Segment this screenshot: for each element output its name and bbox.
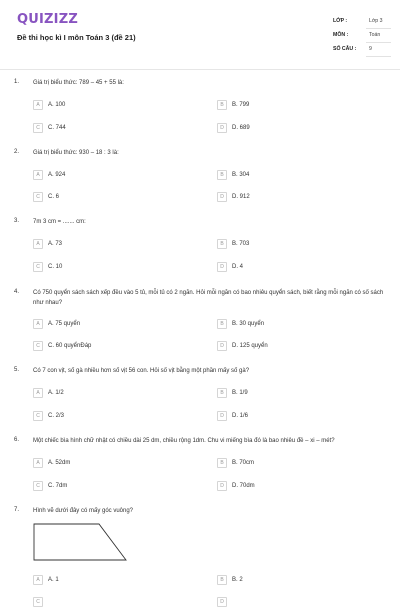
option-letter-box: A xyxy=(33,100,43,110)
option-d[interactable] xyxy=(217,122,250,133)
option-b[interactable] xyxy=(217,318,264,329)
option-text: A. 924 xyxy=(48,171,66,178)
option-d[interactable] xyxy=(217,480,255,491)
option-letter-box: C xyxy=(33,123,43,133)
worksheet-title: Đề thi học kì I môn Toán 3 (đề 21) xyxy=(17,33,136,42)
option-letter-box: B xyxy=(217,458,227,468)
option-letter-box: B xyxy=(217,100,227,110)
option-a[interactable] xyxy=(33,238,62,249)
option-text: A. 52dm xyxy=(48,459,71,466)
option-text: B. 30 quyển xyxy=(232,320,265,327)
question-text: Có 7 con vịt, số gà nhiều hơn số vịt 56 con. Hỏi số vịt bằng một phần mấy số gà? xyxy=(33,368,250,374)
option-letter-box: C xyxy=(33,341,43,351)
option-letter-box: D xyxy=(217,262,227,272)
option-text: B. 2 xyxy=(232,576,243,583)
header-divider xyxy=(0,69,400,70)
option-text: A. 73 xyxy=(48,240,63,247)
option-letter-box: D xyxy=(217,411,227,421)
question-number: 5. xyxy=(14,367,20,373)
question-text: Có 750 quyển sách sách xếp đều vào 5 tủ, mỗi tủ có 2 ngăn. Hỏi mỗi ngăn có bao nhiêu quyển sách, biết rằng mỗi ngăn có số sách như nhau? xyxy=(33,290,384,306)
option-text: D. 1/6 xyxy=(232,412,249,419)
question-number: 1. xyxy=(14,79,20,85)
option-d[interactable] xyxy=(217,191,250,202)
option-b[interactable] xyxy=(217,457,254,468)
option-letter-box: A xyxy=(33,388,43,398)
meta-grade-value: Lớp 3 xyxy=(369,18,383,24)
option-text: C. 6 xyxy=(48,193,60,200)
option-text: B. 799 xyxy=(232,101,250,108)
option-text: C. 7dm xyxy=(48,482,68,489)
option-letter-box: B xyxy=(217,575,227,585)
option-letter-box: D xyxy=(217,341,227,351)
option-text: B. 703 xyxy=(232,240,250,247)
option-b[interactable] xyxy=(217,99,249,110)
option-letter-box: B xyxy=(217,170,227,180)
option-text: D. 125 quyển xyxy=(232,342,268,349)
meta-subject xyxy=(333,29,391,43)
option-letter-box: C xyxy=(33,597,43,607)
worksheet-header xyxy=(0,0,400,70)
option-text: B. 1/9 xyxy=(232,389,248,396)
option-letter-box: B xyxy=(217,319,227,329)
option-b[interactable] xyxy=(217,387,248,398)
question-text: 7m 3 cm = ....... cm: xyxy=(33,219,86,225)
meta-subject-label: MÔN : xyxy=(333,32,349,38)
option-text: C. 2/3 xyxy=(48,412,65,419)
option-text: D. 912 xyxy=(232,193,250,200)
option-letter-box: A xyxy=(33,458,43,468)
option-letter-box: A xyxy=(33,170,43,180)
question-text: Một chiếc bìa hình chữ nhật có chiều dài 25 dm, chiều rộng 1dm. Chu vi miếng bìa đó là bao nhiêu đề – xi – mét? xyxy=(33,438,335,444)
option-a[interactable] xyxy=(33,99,65,110)
option-text: B. 70cm xyxy=(232,459,255,466)
option-letter-box: A xyxy=(33,319,43,329)
option-text: C. 60 quyểnĐáp xyxy=(48,342,92,349)
option-letter-box: A xyxy=(33,239,43,249)
option-letter-box: D xyxy=(217,481,227,491)
meta-count-label: SỐ CÂU : xyxy=(333,46,357,52)
option-text: C. 10 xyxy=(48,263,63,270)
option-d[interactable] xyxy=(217,261,243,272)
option-text: A. 1/2 xyxy=(48,389,64,396)
quizizz-logo: QUIZIZZ xyxy=(17,12,78,27)
option-c[interactable] xyxy=(33,596,48,607)
option-a[interactable] xyxy=(33,457,70,468)
option-letter-box: A xyxy=(33,575,43,585)
meta-grade xyxy=(333,15,391,29)
question-text: Giá trị biểu thức: 930 – 18 : 3 là: xyxy=(33,150,119,156)
meta-question-count xyxy=(333,43,391,57)
option-text: B. 304 xyxy=(232,171,250,178)
option-c[interactable] xyxy=(33,191,59,202)
option-letter-box: C xyxy=(33,262,43,272)
option-d[interactable] xyxy=(217,410,248,421)
option-text: D. 70dm xyxy=(232,482,255,489)
option-text: C. 744 xyxy=(48,124,66,131)
meta-count-value: 9 xyxy=(369,46,372,52)
option-text: D. 689 xyxy=(232,124,250,131)
option-d[interactable] xyxy=(217,596,232,607)
option-a[interactable] xyxy=(33,318,80,329)
question-number: 4. xyxy=(14,289,20,295)
option-letter-box: B xyxy=(217,388,227,398)
trapezoid-shape xyxy=(34,524,126,560)
option-a[interactable] xyxy=(33,169,65,180)
question-number: 7. xyxy=(14,507,20,513)
option-letter-box: B xyxy=(217,239,227,249)
option-a[interactable] xyxy=(33,387,64,398)
option-b[interactable] xyxy=(217,169,249,180)
meta-subject-value: Toán xyxy=(369,32,381,38)
question-number: 3. xyxy=(14,218,20,224)
option-text: D. 4 xyxy=(232,263,244,270)
option-letter-box: C xyxy=(33,411,43,421)
question-number: 6. xyxy=(14,437,20,443)
option-c[interactable] xyxy=(33,480,67,491)
meta-grade-label: LỚP : xyxy=(333,18,348,24)
option-a[interactable] xyxy=(33,574,59,585)
question-number: 2. xyxy=(14,149,20,155)
option-letter-box: D xyxy=(217,192,227,202)
option-text: A. 100 xyxy=(48,101,66,108)
question-text: Hình vẽ dưới đây có mấy góc vuông? xyxy=(33,508,134,514)
option-c[interactable] xyxy=(33,410,64,421)
option-letter-box: C xyxy=(33,481,43,491)
option-letter-box: C xyxy=(33,192,43,202)
option-c[interactable] xyxy=(33,340,91,351)
option-b[interactable] xyxy=(217,574,243,585)
option-letter-box: D xyxy=(217,123,227,133)
option-b[interactable] xyxy=(217,238,249,249)
option-d[interactable] xyxy=(217,340,268,351)
option-text: A. 75 quyển xyxy=(48,320,81,327)
trapezoid-figure xyxy=(33,522,127,562)
option-text: A. 1 xyxy=(48,576,59,583)
option-c[interactable] xyxy=(33,261,62,272)
question-text: Giá trị biểu thức: 789 – 45 + 55 là: xyxy=(33,80,124,86)
option-c[interactable] xyxy=(33,122,66,133)
option-letter-box: D xyxy=(217,597,227,607)
